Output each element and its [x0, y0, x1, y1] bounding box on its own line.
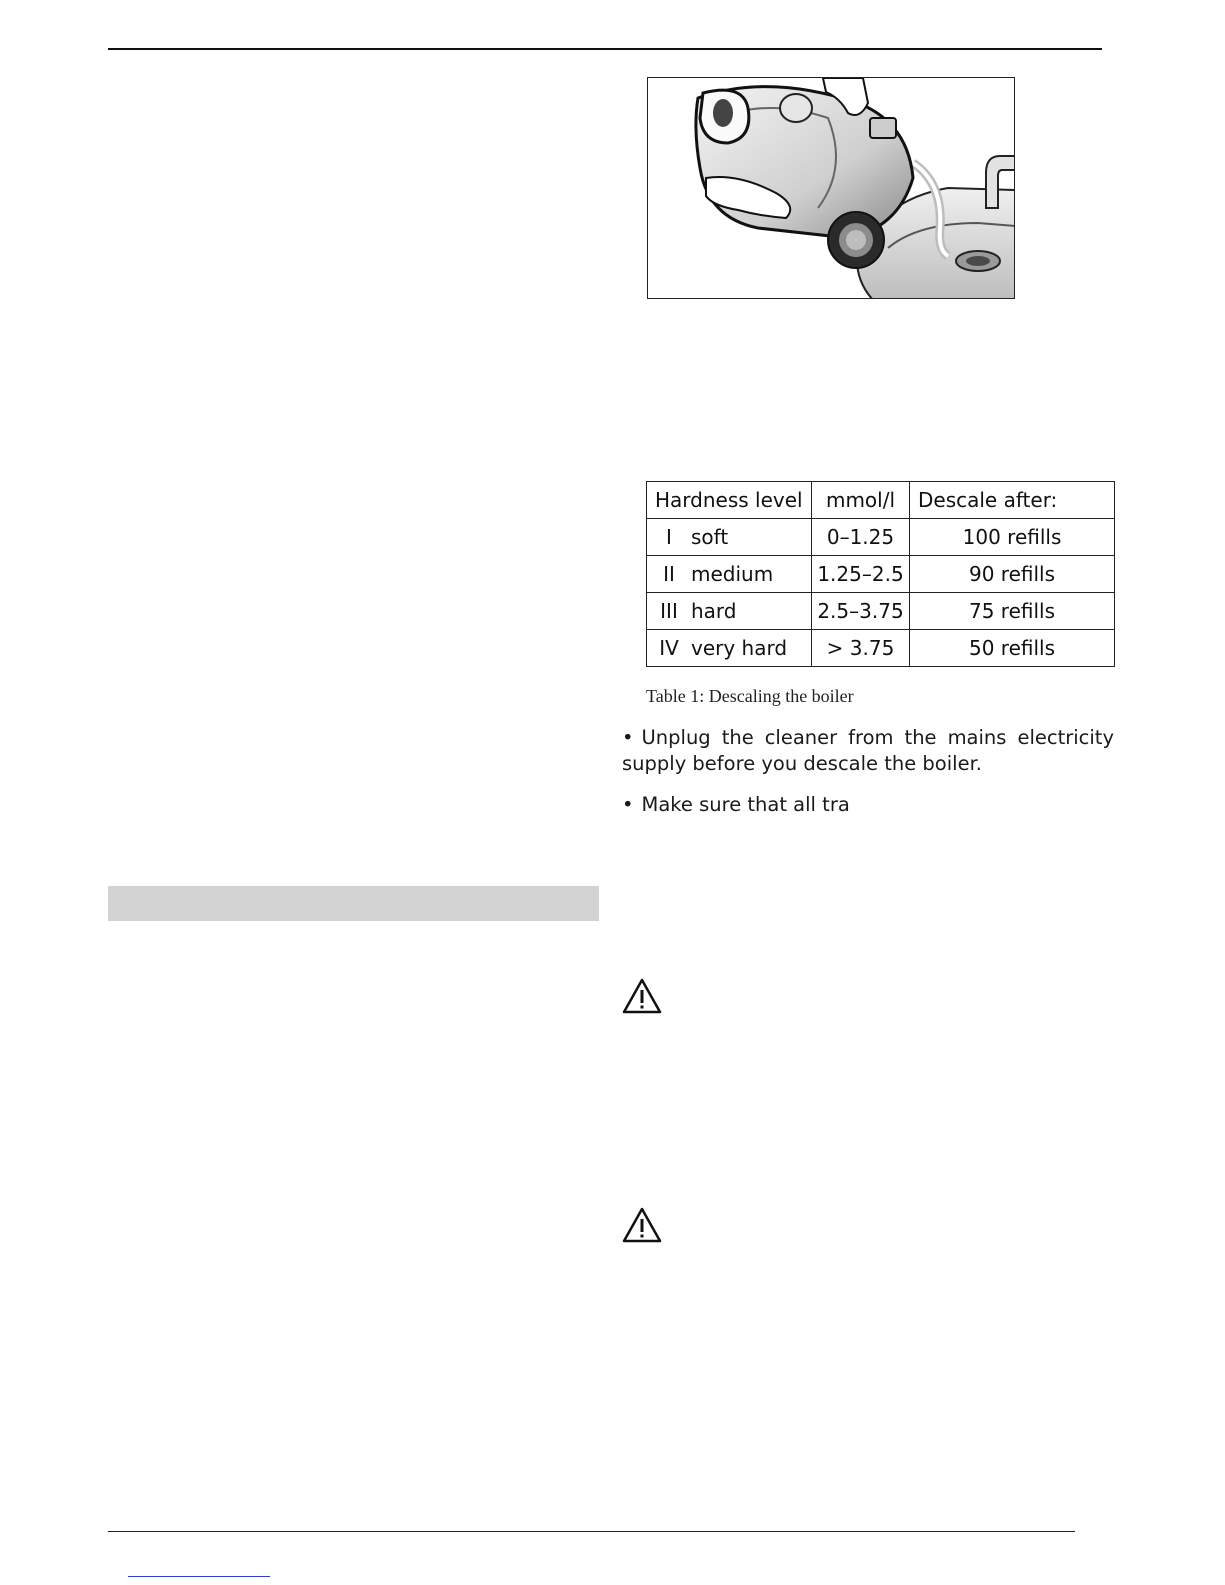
- header-descale-after: Descale after:: [910, 482, 1115, 519]
- roman-numeral: II: [663, 562, 675, 586]
- table-caption: Table 1: Descaling the boiler: [646, 686, 854, 706]
- mmol-cell: 1.25–2.5: [812, 556, 910, 593]
- warning-triangle-icon: [622, 1206, 662, 1244]
- bullet-unplug: [622, 725, 1114, 777]
- table-header-row: [647, 482, 1115, 519]
- hardness-cell: [647, 593, 812, 630]
- roman-numeral: I: [666, 525, 672, 549]
- warning-triangle-icon: [622, 977, 662, 1015]
- table-row: [647, 630, 1115, 667]
- hardness-cell: [647, 519, 812, 556]
- hardness-name: soft: [691, 525, 729, 549]
- section-heading-bar: [108, 886, 599, 921]
- table-row: [647, 519, 1115, 556]
- descale-cell: 90 refills: [910, 556, 1115, 593]
- footer-rule: [108, 1531, 1075, 1532]
- table-row: [647, 593, 1115, 630]
- roman-numeral: III: [660, 599, 678, 623]
- hardness-cell: [647, 630, 812, 667]
- header-mmol: mmol/l: [812, 482, 910, 519]
- descaling-illustration: [647, 77, 1015, 299]
- bullet-mark: •: [622, 793, 634, 816]
- descale-cell: 50 refills: [910, 630, 1115, 667]
- hardness-table: [646, 481, 1115, 667]
- table-row: [647, 556, 1115, 593]
- header-rule: [108, 48, 1102, 50]
- steam-cleaner-pouring-icon: [648, 78, 1015, 299]
- hardness-cell: [647, 556, 812, 593]
- bullet-make-sure: [622, 792, 1114, 818]
- bullet-text: Make sure that all tra: [641, 793, 850, 816]
- hardness-name: hard: [691, 599, 737, 623]
- roman-numeral: IV: [659, 636, 679, 660]
- bullet-text: Unplug the cleaner from the mains electricity supply before you descale the boiler.: [622, 726, 1114, 775]
- header-hardness-level: Hardness level: [647, 482, 812, 519]
- mmol-cell: > 3.75: [812, 630, 910, 667]
- hardness-name: very hard: [691, 636, 788, 660]
- mmol-cell: 2.5–3.75: [812, 593, 910, 630]
- hardness-table-grid: [646, 481, 1115, 667]
- mmol-cell: 0–1.25: [812, 519, 910, 556]
- descale-cell: 75 refills: [910, 593, 1115, 630]
- footer-link-underline[interactable]: [128, 1576, 270, 1577]
- descale-cell: 100 refills: [910, 519, 1115, 556]
- bullet-mark: •: [622, 726, 634, 749]
- hardness-name: medium: [691, 562, 774, 586]
